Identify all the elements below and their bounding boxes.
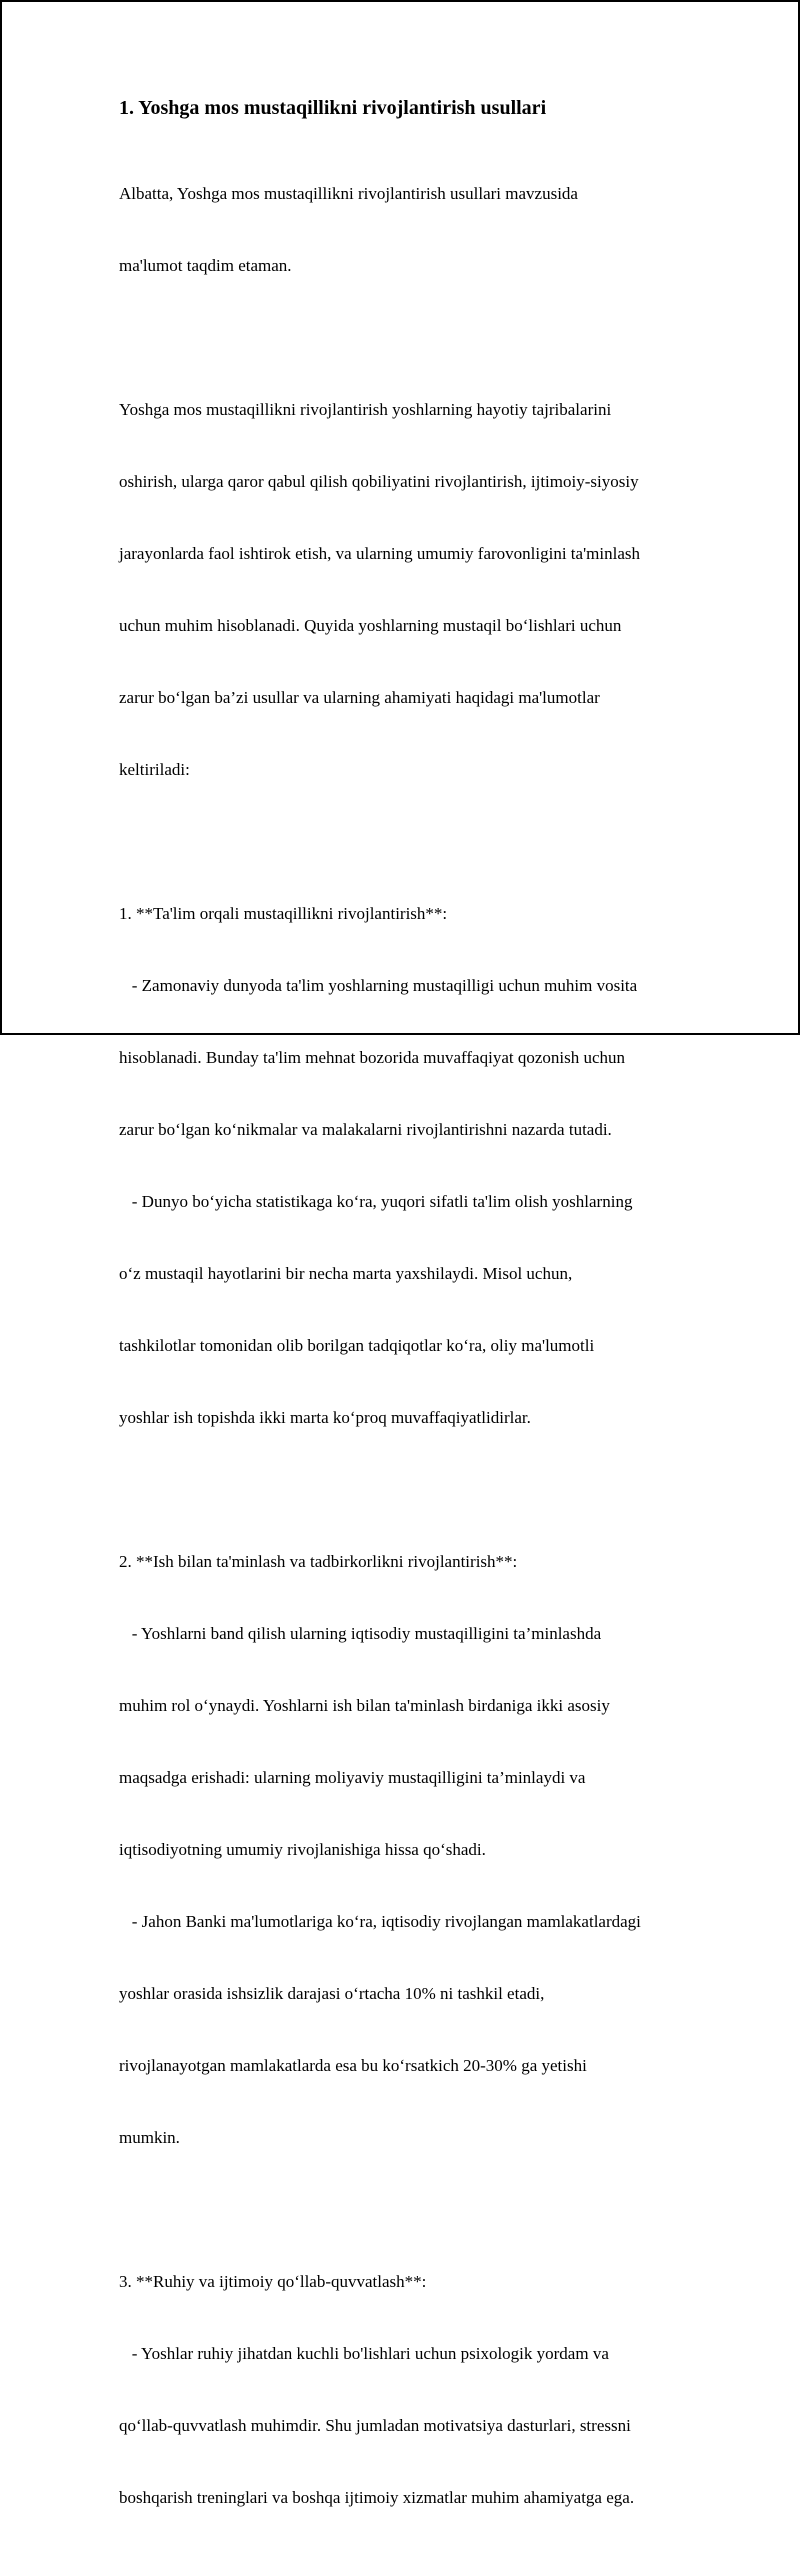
text-line: 1. **Ta'lim orqali mustaqillikni rivojlantirish**: <box>119 904 448 923</box>
text-line <box>119 326 719 350</box>
text-line: o‘z mustaqil hayotlarini bir necha marta yaxshilaydi. Misol uchun, <box>119 1264 573 1283</box>
document-title: 1. Yoshga mos mustaqillikni rivojlantirish usullari <box>119 97 547 119</box>
text-line: zarur bo‘lgan ko‘nikmalar va malakalarni rivojlantirishni nazarda tutadi. <box>119 1120 612 1139</box>
text-line: oshirish, ularga qaror qabul qilish qobiliyatini rivojlantirish, ijtimoiy-siyosiy <box>119 472 639 491</box>
text-line: uchun muhim hisoblanadi. Quyida yoshlarning mustaqil bo‘lishlari uchun <box>119 616 622 635</box>
text-line: - Yoshlar ruhiy jihatdan kuchli bo'lishlari uchun psixologik yordam va <box>119 2344 609 2363</box>
text-line: - Jahon Banki ma'lumotlariga ko‘ra, iqtisodiy rivojlangan mamlakatlardagi <box>119 1912 641 1931</box>
text-line <box>119 830 719 854</box>
text-line: - Zamonaviy dunyoda ta'lim yoshlarning mustaqilligi uchun muhim vosita <box>119 976 638 995</box>
text-line: hisoblanadi. Bunday ta'lim mehnat bozorida muvaffaqiyat qozonish uchun <box>119 1048 626 1067</box>
text-line: jarayonlarda faol ishtirok etish, va ularning umumiy farovonligini ta'minlash <box>119 544 640 563</box>
text-line <box>119 1478 719 1502</box>
text-line: ma'lumot taqdim etaman. <box>119 256 292 275</box>
text-line: maqsadga erishadi: ularning moliyaviy mustaqilligini ta’minlaydi va <box>119 1768 586 1787</box>
text-line: keltiriladi: <box>119 760 190 779</box>
text-line: yoshlar ish topishda ikki marta ko‘proq muvaffaqiyatlidirlar. <box>119 1408 531 1427</box>
text-line: iqtisodiyotning umumiy rivojlanishiga hissa qo‘shadi. <box>119 1840 486 1859</box>
text-line: - Yoshlarni band qilish ularning iqtisodiy mustaqilligini ta’minlashda <box>119 1624 602 1643</box>
document-body <box>119 134 719 2558</box>
text-line <box>119 2198 719 2222</box>
text-line: 3. **Ruhiy va ijtimoiy qo‘llab-quvvatlash**: <box>119 2272 427 2291</box>
text-line: Albatta, Yoshga mos mustaqillikni rivojlantirish usullari mavzusida <box>119 184 578 203</box>
text-line: - Dunyo bo‘yicha statistikaga ko‘ra, yuqori sifatli ta'lim olish yoshlarning <box>119 1192 633 1211</box>
text-line: mumkin. <box>119 2128 180 2147</box>
text-line: Yoshga mos mustaqillikni rivojlantirish yoshlarning hayotiy tajribalarini <box>119 400 612 419</box>
text-line: muhim rol o‘ynaydi. Yoshlarni ish bilan ta'minlash birdaniga ikki asosiy <box>119 1696 610 1715</box>
document-content <box>119 96 719 2558</box>
text-line: zarur bo‘lgan ba’zi usullar va ularning ahamiyati haqidagi ma'lumotlar <box>119 688 600 707</box>
text-line: qo‘llab-quvvatlash muhimdir. Shu jumladan motivatsiya dasturlari, stressni <box>119 2416 631 2435</box>
text-line: 2. **Ish bilan ta'minlash va tadbirkorlikni rivojlantirish**: <box>119 1552 518 1571</box>
text-line: yoshlar orasida ishsizlik darajasi o‘rtacha 10% ni tashkil etadi, <box>119 1984 545 2003</box>
text-line: tashkilotlar tomonidan olib borilgan tadqiqotlar ko‘ra, oliy ma'lumotli <box>119 1336 595 1355</box>
text-line: rivojlanayotgan mamlakatlarda esa bu ko‘rsatkich 20-30% ga yetishi <box>119 2056 587 2075</box>
text-line: boshqarish treninglari va boshqa ijtimoiy xizmatlar muhim ahamiyatga ega. <box>119 2488 635 2507</box>
